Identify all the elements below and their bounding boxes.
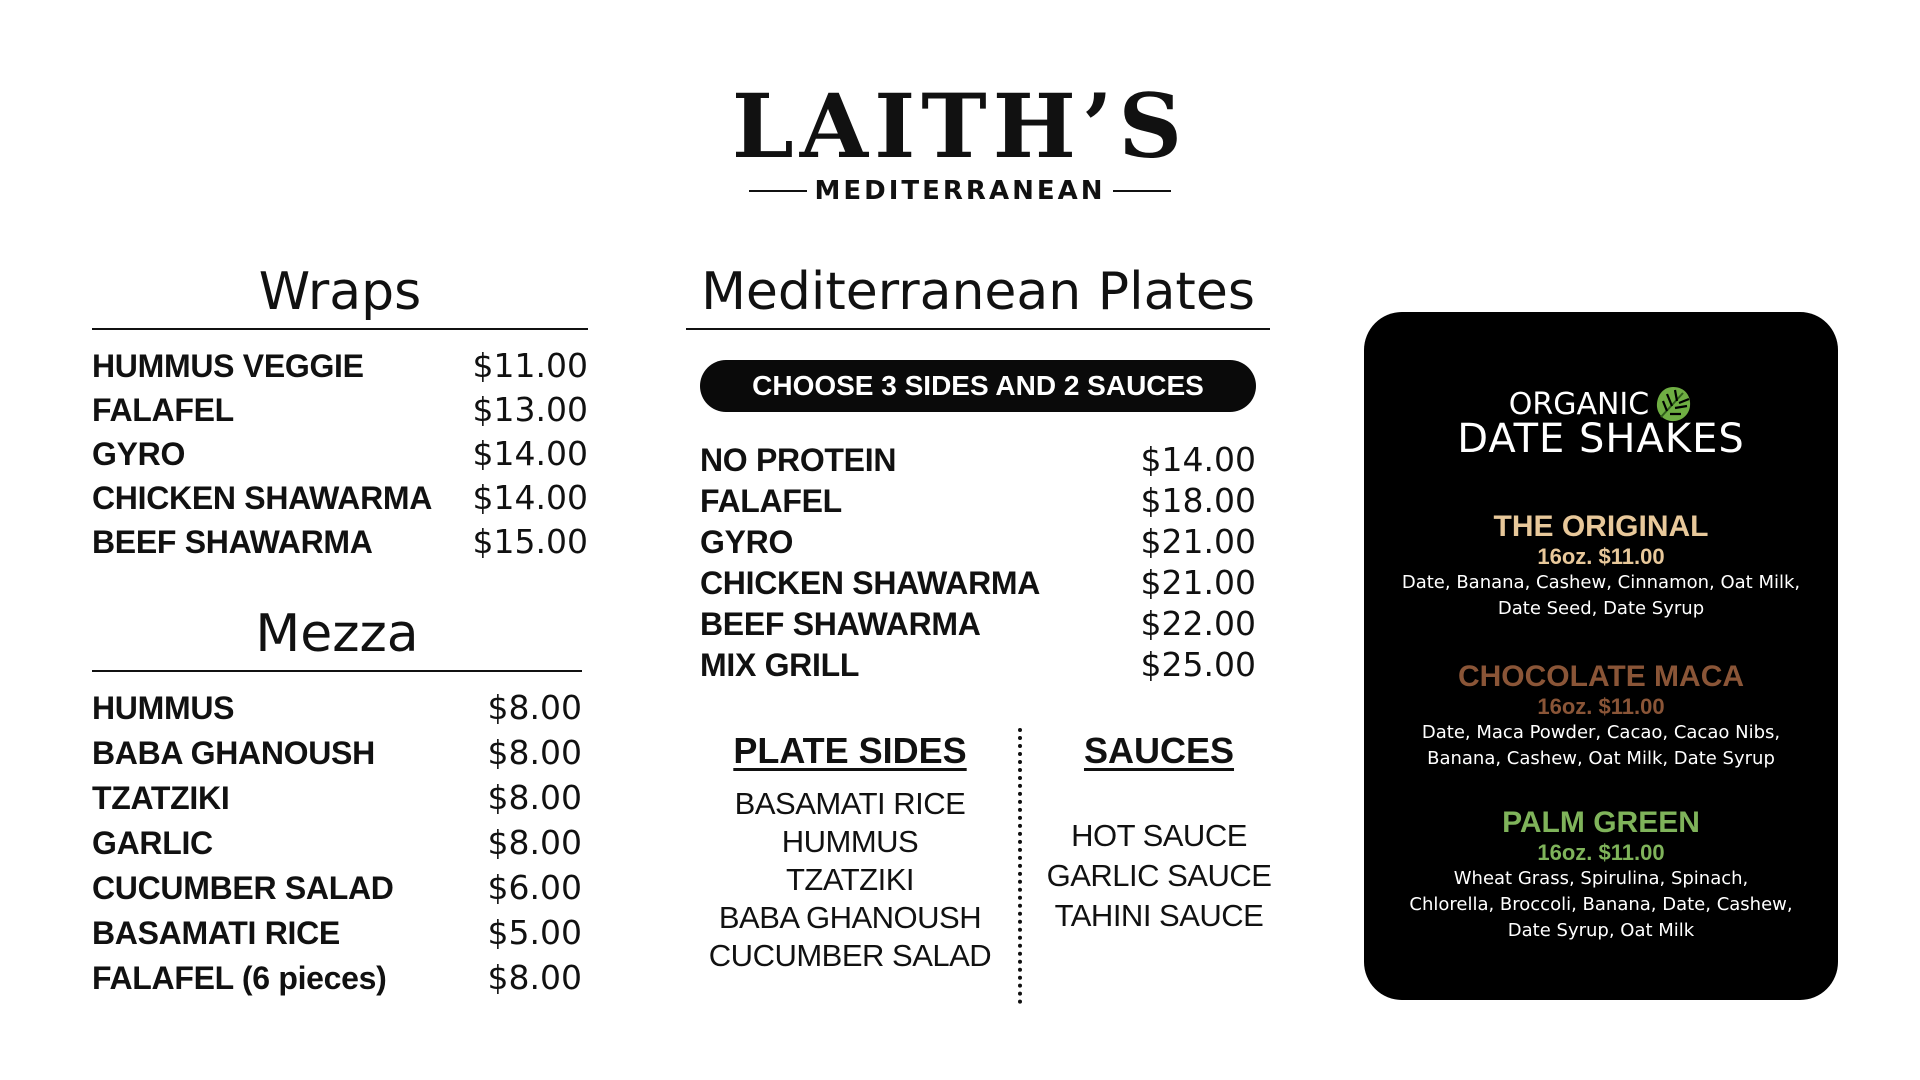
item-name: TZATZIKI (92, 780, 230, 816)
shake-description-line: Date Seed, Date Syrup (1497, 598, 1705, 619)
shake-item (1364, 510, 1838, 622)
shake-name: THE ORIGINAL (1493, 510, 1709, 543)
shake-item (1364, 660, 1838, 772)
menu-item (700, 645, 1256, 684)
item-name: GYRO (92, 436, 186, 472)
side-item: BABA GHANOUSH (718, 900, 982, 935)
shake-description-line: Chlorella, Broccoli, Banana, Date, Cashew, (1409, 894, 1793, 915)
item-price: $21.00 (1140, 563, 1256, 602)
item-name: CUCUMBER SALAD (92, 870, 394, 906)
wraps-list (92, 346, 588, 561)
logo-rule-right (1113, 190, 1171, 192)
menu-item (700, 481, 1256, 520)
menu-item (92, 733, 582, 772)
menu-item (92, 478, 588, 517)
item-price: $18.00 (1140, 481, 1256, 520)
plates-list (700, 440, 1256, 684)
mezza-section (92, 604, 582, 997)
sauces-list (1044, 818, 1274, 934)
shake-description-line: Date, Banana, Cashew, Cinnamon, Oat Milk, (1401, 572, 1801, 593)
wraps-title: Wraps (92, 262, 588, 330)
shake-price: 16oz. $11.00 (1537, 544, 1665, 569)
menu-item (700, 522, 1256, 561)
shake-description-line: Banana, Cashew, Oat Milk, Date Syrup (1427, 748, 1775, 769)
brand-subtitle: MEDITERRANEAN (814, 176, 1106, 206)
item-price: $22.00 (1140, 604, 1256, 643)
menu-item (92, 688, 582, 727)
brand-subtitle-row (0, 176, 1920, 206)
item-price: $8.00 (487, 688, 582, 727)
menu-item (92, 434, 588, 473)
item-price: $14.00 (472, 434, 588, 473)
side-item: TZATZIKI (785, 862, 915, 897)
shake-description-line: Date Syrup, Oat Milk (1507, 920, 1695, 941)
menu-item (700, 563, 1256, 602)
item-price: $13.00 (472, 390, 588, 429)
menu-item (92, 522, 588, 561)
dotted-divider (1018, 728, 1022, 1004)
organic-label: ORGANIC (1508, 386, 1650, 422)
menu-item (92, 390, 588, 429)
plate-sides-section (700, 730, 1000, 974)
menu-item (700, 440, 1256, 479)
item-name: CHICKEN SHAWARMA (92, 480, 433, 516)
logo-rule-left (749, 190, 807, 192)
plate-sides-list (700, 786, 1000, 974)
wraps-section (92, 262, 588, 561)
item-price: $5.00 (487, 913, 582, 952)
item-price: $8.00 (487, 778, 582, 817)
shakes-header (1364, 384, 1838, 462)
menu-item (92, 913, 582, 952)
item-name: MIX GRILL (700, 647, 860, 683)
item-name: HUMMUS (92, 690, 235, 726)
shake-description-line: Date, Maca Powder, Cacao, Cacao Nibs, (1421, 722, 1781, 743)
item-name: FALAFEL (700, 483, 842, 519)
side-item: CUCUMBER SALAD (708, 938, 992, 973)
logo (0, 74, 1920, 206)
item-name: GARLIC (92, 825, 213, 861)
plates-title: Mediterranean Plates (686, 262, 1270, 330)
menu-item (92, 778, 582, 817)
item-name: FALAFEL (92, 392, 234, 428)
shake-name: PALM GREEN (1502, 806, 1700, 839)
menu-item (700, 604, 1256, 643)
item-price: $14.00 (1140, 440, 1256, 479)
date-shakes-card (1364, 312, 1838, 1000)
shake-price: 16oz. $11.00 (1537, 840, 1665, 865)
item-name: BASAMATI RICE (92, 915, 340, 951)
item-name: NO PROTEIN (700, 442, 897, 478)
item-name: CHICKEN SHAWARMA (700, 565, 1041, 601)
shake-item (1364, 806, 1838, 944)
item-price: $21.00 (1140, 522, 1256, 561)
item-price: $15.00 (472, 522, 588, 561)
item-name: BEEF SHAWARMA (700, 606, 981, 642)
plates-section (686, 262, 1270, 330)
brand-name: LAITH’S (731, 74, 1189, 178)
item-name: BEEF SHAWARMA (92, 524, 373, 560)
plate-sides-title: PLATE SIDES (733, 730, 967, 771)
choose-sides-banner: CHOOSE 3 SIDES AND 2 SAUCES (700, 360, 1256, 412)
mezza-title: Mezza (92, 604, 582, 672)
menu-item (92, 958, 582, 997)
item-price: $6.00 (487, 868, 582, 907)
item-price: $11.00 (472, 346, 588, 385)
item-name: BABA GHANOUSH (92, 735, 375, 771)
side-item: BASAMATI RICE (734, 786, 966, 821)
shake-name: CHOCOLATE MACA (1457, 660, 1745, 693)
sauces-section (1044, 730, 1274, 934)
mezza-list (92, 688, 582, 997)
item-price: $8.00 (487, 958, 582, 997)
item-name: FALAFEL (6 pieces) (92, 960, 387, 996)
shake-description-line: Wheat Grass, Spirulina, Spinach, (1453, 868, 1749, 889)
item-price: $8.00 (487, 823, 582, 862)
sauce-item: GARLIC SAUCE (1046, 858, 1272, 893)
menu-item (92, 868, 582, 907)
sauces-title: SAUCES (1083, 730, 1235, 771)
item-price: $25.00 (1140, 645, 1256, 684)
menu-item (92, 346, 588, 385)
item-name: HUMMUS VEGGIE (92, 348, 364, 384)
menu-item (92, 823, 582, 862)
side-item: HUMMUS (781, 824, 919, 859)
shakes-title: DATE SHAKES (1457, 416, 1745, 462)
item-price: $8.00 (487, 733, 582, 772)
sauce-item: TAHINI SAUCE (1054, 898, 1264, 933)
item-price: $14.00 (472, 478, 588, 517)
sauce-item: HOT SAUCE (1071, 818, 1247, 853)
item-name: GYRO (700, 524, 794, 560)
shake-price: 16oz. $11.00 (1537, 694, 1665, 719)
